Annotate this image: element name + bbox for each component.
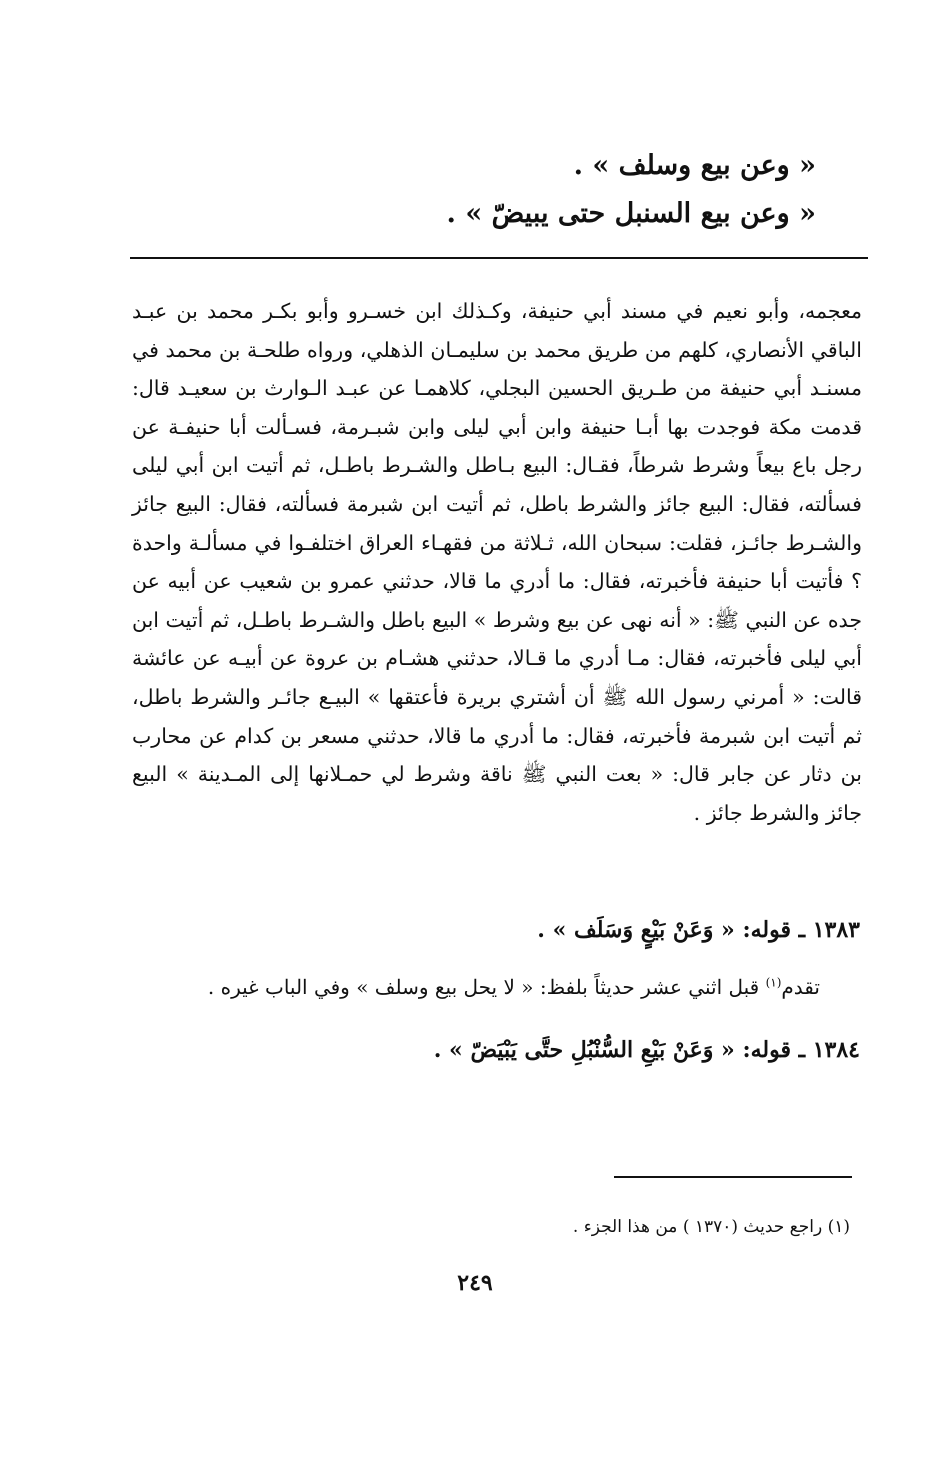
entry-1383-quote: « وَعَنْ بَيْعٍ وَسَلَف » .	[537, 917, 735, 943]
page-number: ٢٤٩	[457, 1270, 493, 1296]
entry-1383	[130, 912, 860, 948]
footnote: (١) راجع حديث (١٣٧٠ ) من هذا الجزء .	[572, 1217, 850, 1237]
note-line	[130, 970, 860, 1004]
note-after: قبل اثني عشر حديثاً بلفظ: « لا يحل بيع وسلف » وفي الباب غيره .	[207, 975, 766, 999]
footnote-ref[interactable]: (١)	[765, 975, 782, 990]
heading-line-2: « وعن بيع السنبل حتى يبيضّ » .	[446, 198, 816, 229]
entry-1384-quote: « وَعَنْ بَيْعِ السُّنْبُلِ حتَّى يَبْيَضّ » .	[433, 1037, 735, 1063]
entry-1384	[130, 1032, 860, 1068]
note-before: تقدم	[781, 975, 820, 999]
heading-line-1: « وعن بيع وسلف » .	[573, 150, 816, 181]
entry-1384-label: ١٣٨٤ ـ قوله:	[734, 1037, 860, 1063]
commentary-paragraph: معجمه، وأبو نعيم في مسند أبي حنيفة، وكـذلك ابن خسـرو وأبو بكـر محمد بن عبـد الباقي الأنصاري، كلهم من طريق محمد بن سليمـان الذهلي، ورواه طلحـة بن محمد في مسنـد أبي حنيفة من طـريق الحسين البجلي، كلاهمـا عن عبـد الـوارث بن سعيـد قال: قدمت مكة فوجدت بها أبـا حنيفة وابن أبي ليلى وابن شبـرمة، فسـألت أبا حنيفـة عن رجل باع بيعاً وشرط شرطاً، فقـال: البيع بـاطل والشـرط باطـل، ثم أتيت ابن أبي ليلى فسألته، فقال: البيع جائز والشرط باطل، ثم أتيت ابن شبرمة فسألته، فقال: البيع جائز والشـرط جائـز، فقلت: سبحان الله، ثـلاثة من فقهـاء العراق اختلفـوا في مسألـة واحدة ؟ فأتيت أبا حنيفة فأخبرته، فقال: ما أدري ما قالا، حدثني عمرو بن شعيب عن أبيه عن جده عن النبي ﷺ: « أنه نهى عن بيع وشرط » البيع باطل والشـرط باطـل، ثم أتيت ابن أبي ليلى فأخبرته، فقال: مـا أدري ما قـالا، حدثني هشـام بن عروة عن أبيـه عن عائشة قالت: « أمرني رسول الله ﷺ أن أشتري بريرة فأعتقها » البيـع جائـر والشرط باطل، ثم أتيت ابن شبرمة فأخبرته، فقال: ما أدري ما قالا، حدثني مسعر بن كدام عن محارب بن دثار عن جابر قال: « بعت النبي ﷺ ناقة وشرط لي حمـلانها إلى المـدينة » البيع جائز والشرط جائز .	[132, 299, 862, 825]
footnote-divider	[614, 1176, 852, 1178]
top-divider	[130, 257, 868, 259]
entry-1383-label: ١٣٨٣ ـ قوله:	[734, 917, 860, 943]
